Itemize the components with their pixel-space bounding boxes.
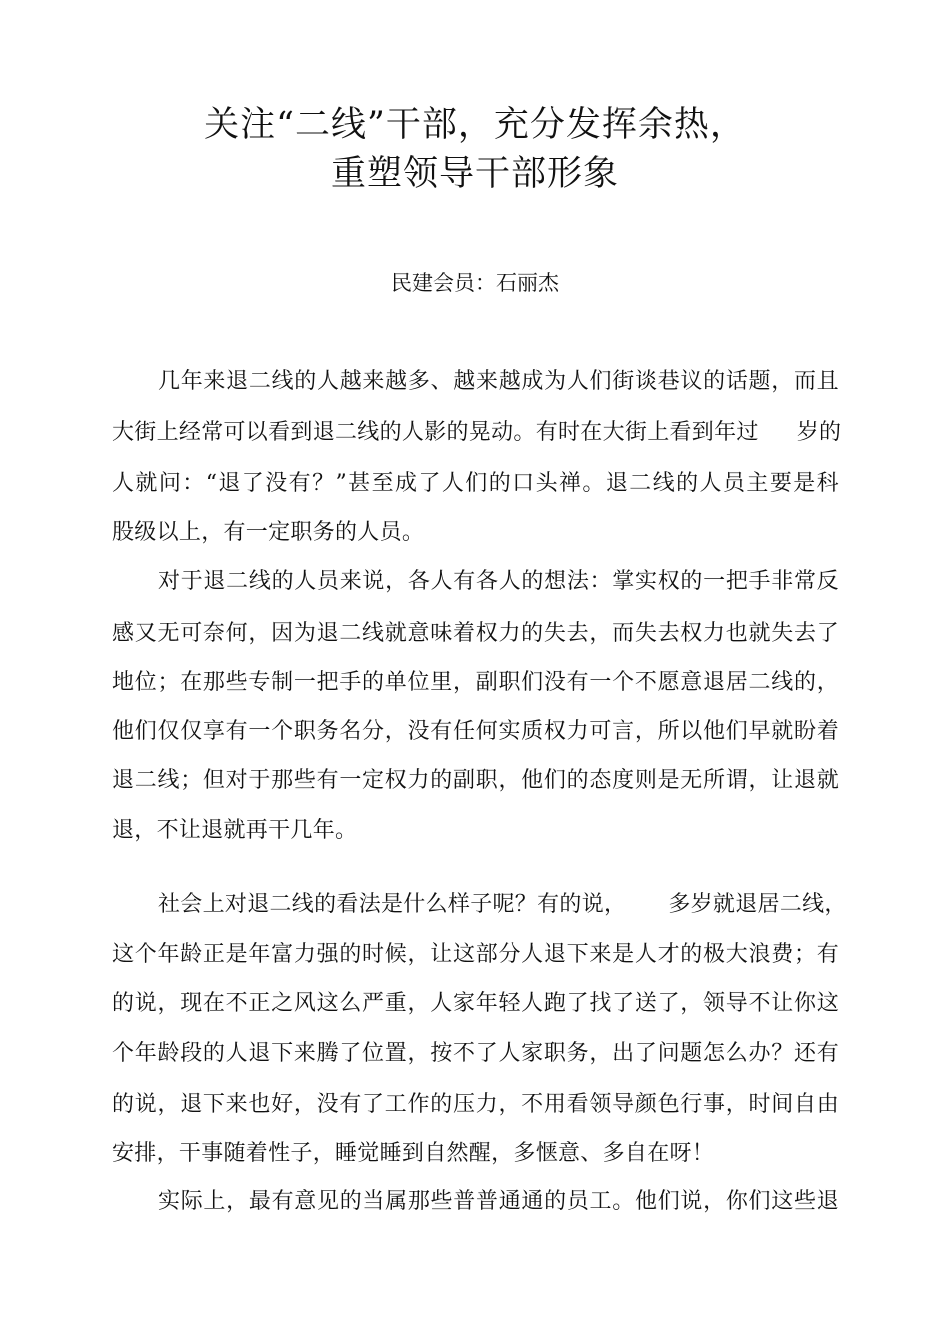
document-author: 民建会员：石丽杰 (391, 271, 559, 295)
paragraph-line: 对于退二线的人员来说，各人有各人的想法：掌实权的一把手非常反 (158, 569, 839, 594)
paragraph-line: 他们仅仅享有一个职务名分，没有任何实质权力可言，所以他们早就盼着 (112, 719, 839, 744)
paragraph-line-segment: 岁的 (796, 420, 842, 445)
paragraph-line-segment: 多岁就退居二线， (668, 892, 847, 917)
paragraph-line: 地位；在那些专制一把手的单位里，副职们没有一个不愿意退居二线的， (112, 670, 839, 695)
paragraph-line: 几年来退二线的人越来越多、越来越成为人们街谈巷议的话题，而且 (158, 369, 839, 394)
paragraph-line: 个年龄段的人退下来腾了位置，按不了人家职务，出了问题怎么办？还有 (112, 1041, 839, 1066)
paragraph-line (112, 890, 847, 920)
paragraph-line: 的说，退下来也好，没有了工作的压力，不用看领导颜色行事，时间自由 (112, 1092, 839, 1117)
paragraph-line: 人就问：“退了没有？”甚至成了人们的口头禅。退二线的人员主要是科 (112, 471, 839, 496)
paragraph-line: 这个年龄正是年富力强的时候，让这部分人退下来是人才的极大浪费；有 (112, 942, 839, 967)
paragraph-line: 的说，现在不正之风这么严重，人家年轻人跑了找了送了，领导不让你这 (112, 991, 839, 1016)
paragraph-line-segment: 大街上经常可以看到退二线的人影的晃动。有时在大街上看到年过 (112, 420, 759, 445)
paragraph-line: 实际上，最有意见的当属那些普普通通的员工。他们说，你们这些退 (158, 1189, 839, 1214)
paragraph-line: 股级以上，有一定职务的人员。 (112, 520, 425, 545)
paragraph-line: 退二线；但对于那些有一定权力的副职，他们的态度则是无所谓，让退就 (112, 768, 839, 793)
paragraph-line: 退，不让退就再干几年。 (112, 818, 358, 843)
document-title-line-2: 重塑领导干部形象 (330, 154, 619, 194)
document-title-line-1: 关注“二线”干部，充分发挥余热， (204, 105, 746, 145)
paragraph-line-segment: 社会上对退二线的看法是什么样子呢？有的说， (158, 892, 627, 917)
paragraph-line (112, 418, 842, 448)
paragraph-line: 安排，干事随着性子，睡觉睡到自然醒，多惬意、多自在呀！ (112, 1141, 715, 1166)
paragraph-line: 感又无可奈何，因为退二线就意味着权力的失去，而失去权力也就失去了 (112, 621, 839, 646)
